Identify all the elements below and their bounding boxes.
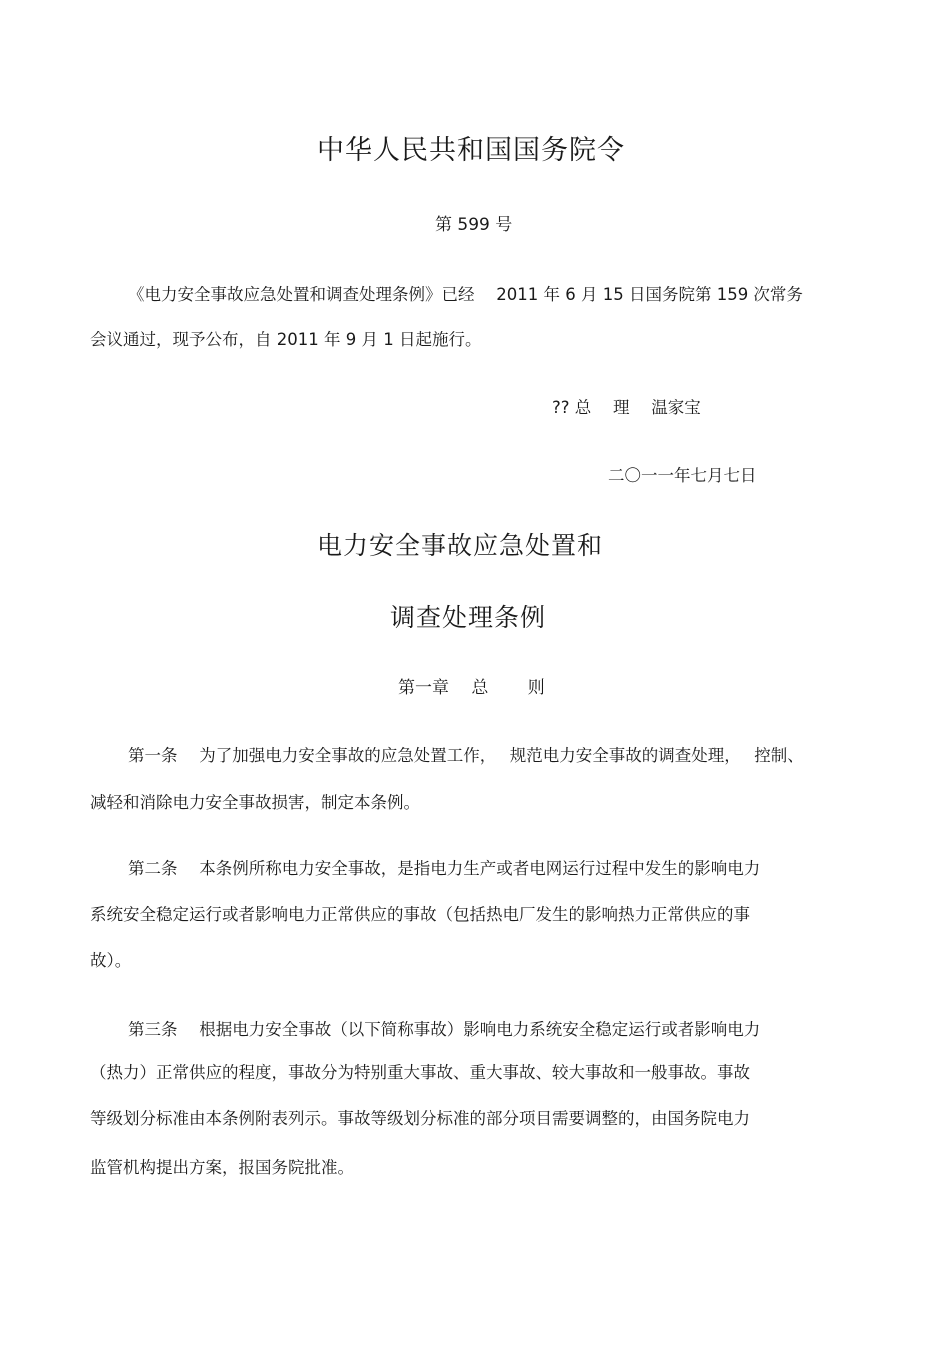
article-2-line: 故）。 (90, 951, 132, 970)
article-3-line: （热力）正常供应的程度，事故分为特别重大事故、重大事故、较大事故和一般事故。事故 (90, 1063, 750, 1082)
article-1-line: 减轻和消除电力安全事故损害，制定本条例。 (90, 793, 420, 812)
regulation-title-line1: 电力安全事故应急处置和 (317, 531, 604, 560)
decree-text-line: 《电力安全事故应急处置和调查处理条例》已经 2011 年 6 月 15 日国务院第 159 次常务 (128, 285, 803, 304)
regulation-title-line2: 调查处理条例 (390, 603, 547, 632)
article-3-line: 等级划分标准由本条例附表列示。事故等级划分标准的部分项目需要调整的，由国务院电力 (90, 1109, 750, 1128)
premier-signature: ?? 总 理 温家宝 (552, 398, 701, 417)
article-3-line: 监管机构提出方案，报国务院批准。 (90, 1158, 354, 1177)
article-3-line: 第三条 根据电力安全事故（以下简称事故）影响电力系统安全稳定运行或者影响电力 (128, 1020, 761, 1039)
decree-text-line: 会议通过，现予公布，自 2011 年 9 月 1 日起施行。 (90, 330, 482, 349)
article-2-line: 系统安全稳定运行或者影响电力正常供应的事故（包括热电厂发生的影响热力正常供应的事 (90, 905, 750, 924)
decree-title: 中华人民共和国国务院令 (317, 135, 625, 166)
decree-date: 二〇一一年七月七日 (608, 466, 757, 485)
article-2-line: 第二条 本条例所称电力安全事故，是指电力生产或者电网运行过程中发生的影响电力 (128, 859, 761, 878)
article-1-line: 第一条 为了加强电力安全事故的应急处置工作， 规范电力安全事故的调查处理， 控制、 (128, 746, 804, 765)
chapter-heading: 第一章 总 则 (398, 678, 545, 698)
order-number: 第 599 号 (435, 215, 513, 235)
